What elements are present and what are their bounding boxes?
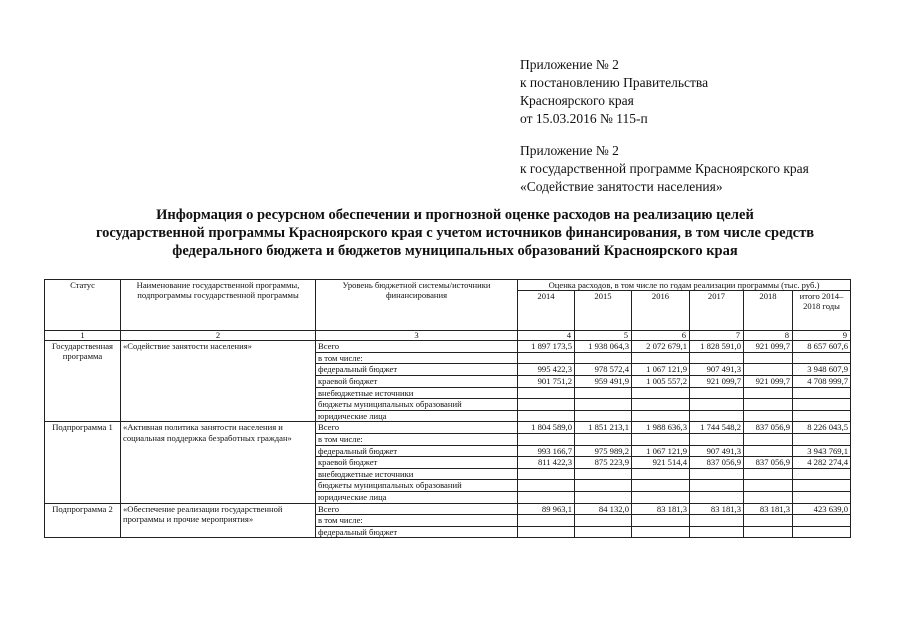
cell-year-value: 89 963,1 <box>518 503 575 515</box>
cell-year-value <box>518 468 575 480</box>
cell-year-value <box>518 399 575 411</box>
cell-year-value: 1 828 591,0 <box>690 341 744 353</box>
cell-year-value <box>690 491 744 503</box>
cell-year-value <box>690 433 744 445</box>
col-index: 5 <box>575 331 632 341</box>
cell-year-value: 921 514,4 <box>632 457 690 469</box>
col-index: 3 <box>316 331 518 341</box>
row-funding-level: бюджеты муниципальных образований <box>316 480 518 492</box>
col-index: 7 <box>690 331 744 341</box>
cell-year-value: 978 572,4 <box>575 364 632 376</box>
row-funding-level: Всего <box>316 341 518 353</box>
row-funding-level: бюджеты муниципальных образований <box>316 399 518 411</box>
cell-year-value <box>744 364 793 376</box>
cell-year-value <box>632 387 690 399</box>
cell-year-value: 83 181,3 <box>632 503 690 515</box>
cell-year-value <box>518 515 575 527</box>
cell-year-value <box>744 468 793 480</box>
cell-year-value: 1 804 589,0 <box>518 422 575 434</box>
row-funding-level: федеральный бюджет <box>316 364 518 376</box>
title-line: государственной программы Красноярского края с учетом источников финансирования, в том числе средств <box>95 225 815 241</box>
col-header-year: 2018 <box>744 291 793 331</box>
row-funding-level: в том числе: <box>316 515 518 527</box>
cell-year-value: 993 166,7 <box>518 445 575 457</box>
cell-year-value: 921 099,7 <box>690 375 744 387</box>
row-program-name: «Обеспечение реализации государственной программы и прочие мероприятия» <box>121 503 316 538</box>
row-status: Подпрограмма 1 <box>45 422 121 503</box>
cell-year-value <box>518 410 575 422</box>
cell-year-value <box>575 515 632 527</box>
col-header-total: итого 2014–2018 годы <box>793 291 851 331</box>
cell-year-value: 83 181,3 <box>744 503 793 515</box>
cell-year-value <box>744 491 793 503</box>
appendix-decree-line: от 15.03.2016 № 115-п <box>520 111 648 126</box>
header-row-1 <box>45 280 851 291</box>
row-status: Государственная программа <box>45 341 121 422</box>
cell-year-value <box>518 480 575 492</box>
cell-year-value: 901 751,2 <box>518 375 575 387</box>
cell-total <box>793 433 851 445</box>
col-index: 2 <box>121 331 316 341</box>
cell-year-value <box>632 399 690 411</box>
row-funding-level: в том числе: <box>316 433 518 445</box>
cell-year-value <box>744 526 793 538</box>
cell-year-value <box>575 480 632 492</box>
cell-year-value: 975 989,2 <box>575 445 632 457</box>
cell-year-value: 837 056,9 <box>744 422 793 434</box>
cell-total <box>793 410 851 422</box>
appendix-program-line: к государственной программе Красноярского края <box>520 161 809 176</box>
cell-total <box>793 352 851 364</box>
col-header-year: 2016 <box>632 291 690 331</box>
cell-year-value <box>575 399 632 411</box>
cell-year-value <box>575 468 632 480</box>
row-funding-level: внебюджетные источники <box>316 387 518 399</box>
cell-year-value: 83 181,3 <box>690 503 744 515</box>
cell-year-value: 1 744 548,2 <box>690 422 744 434</box>
title-line: федерального бюджета и бюджетов муниципальных образований Красноярского края <box>172 243 738 259</box>
cell-year-value <box>632 526 690 538</box>
cell-year-value <box>632 352 690 364</box>
appendix-decree-block <box>520 56 708 128</box>
cell-total <box>793 526 851 538</box>
cell-total <box>793 515 851 527</box>
cell-total: 4 708 999,7 <box>793 375 851 387</box>
col-header-status: Статус <box>45 280 121 331</box>
cell-year-value: 84 132,0 <box>575 503 632 515</box>
cell-year-value <box>632 468 690 480</box>
cell-total <box>793 480 851 492</box>
title-line: Информация о ресурсном обеспечении и прогнозной оценке расходов на реализацию целей <box>156 207 754 223</box>
col-header-year: 2017 <box>690 291 744 331</box>
appendix-decree-line: к постановлению Правительства <box>520 75 709 90</box>
budget-table-body <box>45 341 851 538</box>
row-funding-level: краевой бюджет <box>316 375 518 387</box>
row-funding-level: юридические лица <box>316 491 518 503</box>
cell-year-value <box>744 410 793 422</box>
col-header-year: 2014 <box>518 291 575 331</box>
cell-total: 4 282 274,4 <box>793 457 851 469</box>
cell-total: 3 948 607,9 <box>793 364 851 376</box>
row-funding-level: юридические лица <box>316 410 518 422</box>
col-index: 8 <box>744 331 793 341</box>
cell-year-value <box>690 468 744 480</box>
cell-year-value <box>575 352 632 364</box>
cell-year-value <box>690 352 744 364</box>
appendix-program-block <box>520 142 809 196</box>
row-funding-level: федеральный бюджет <box>316 526 518 538</box>
appendix-program-line: Приложение № 2 <box>520 143 619 158</box>
cell-total <box>793 491 851 503</box>
cell-year-value <box>575 410 632 422</box>
cell-year-value <box>690 526 744 538</box>
cell-year-value <box>632 410 690 422</box>
index-row <box>45 331 851 341</box>
cell-year-value: 921 099,7 <box>744 341 793 353</box>
cell-total <box>793 468 851 480</box>
cell-year-value: 1 938 064,3 <box>575 341 632 353</box>
row-status: Подпрограмма 2 <box>45 503 121 538</box>
document-title <box>40 206 870 260</box>
cell-year-value <box>632 491 690 503</box>
cell-year-value <box>632 433 690 445</box>
cell-year-value: 837 056,9 <box>744 457 793 469</box>
cell-year-value <box>518 491 575 503</box>
row-funding-level: федеральный бюджет <box>316 445 518 457</box>
cell-year-value: 907 491,3 <box>690 364 744 376</box>
cell-total: 423 639,0 <box>793 503 851 515</box>
cell-year-value: 1 851 213,1 <box>575 422 632 434</box>
appendix-decree-line: Приложение № 2 <box>520 57 619 72</box>
cell-year-value: 837 056,9 <box>690 457 744 469</box>
col-header-estimate: Оценка расходов, в том числе по годам реализации программы (тыс. руб.) <box>518 280 851 291</box>
appendix-program-line: «Содействие занятости населения» <box>520 179 723 194</box>
cell-year-value: 1 005 557,2 <box>632 375 690 387</box>
row-funding-level: краевой бюджет <box>316 457 518 469</box>
cell-year-value: 959 491,9 <box>575 375 632 387</box>
cell-year-value: 1 067 121,9 <box>632 364 690 376</box>
cell-year-value <box>518 352 575 364</box>
cell-year-value: 1 897 173,5 <box>518 341 575 353</box>
cell-year-value <box>744 387 793 399</box>
col-index: 6 <box>632 331 690 341</box>
cell-total <box>793 387 851 399</box>
cell-year-value <box>518 526 575 538</box>
row-funding-level: внебюджетные источники <box>316 468 518 480</box>
cell-total: 8 657 607,6 <box>793 341 851 353</box>
cell-year-value <box>690 399 744 411</box>
cell-year-value <box>744 433 793 445</box>
col-index: 9 <box>793 331 851 341</box>
row-program-name: «Содействие занятости населения» <box>121 341 316 422</box>
cell-year-value <box>690 480 744 492</box>
cell-year-value: 1 067 121,9 <box>632 445 690 457</box>
cell-year-value <box>575 491 632 503</box>
cell-year-value: 907 491,3 <box>690 445 744 457</box>
cell-year-value <box>690 410 744 422</box>
col-index: 1 <box>45 331 121 341</box>
cell-year-value <box>518 433 575 445</box>
cell-year-value <box>575 526 632 538</box>
col-index: 4 <box>518 331 575 341</box>
col-header-name: Наименование государственной программы, подпрограммы государственной программы <box>121 280 316 331</box>
cell-total <box>793 399 851 411</box>
cell-year-value: 995 422,3 <box>518 364 575 376</box>
appendix-decree-line: Красноярского края <box>520 93 634 108</box>
table-row <box>45 422 851 434</box>
cell-total: 3 943 769,1 <box>793 445 851 457</box>
cell-year-value <box>744 399 793 411</box>
cell-year-value: 2 072 679,1 <box>632 341 690 353</box>
cell-year-value <box>575 387 632 399</box>
cell-year-value <box>744 480 793 492</box>
budget-table <box>44 279 851 538</box>
cell-year-value <box>744 445 793 457</box>
row-funding-level: Всего <box>316 422 518 434</box>
col-header-level: Уровень бюджетной системы/источники финансирования <box>316 280 518 331</box>
row-funding-level: в том числе: <box>316 352 518 364</box>
cell-year-value <box>744 515 793 527</box>
cell-year-value <box>690 515 744 527</box>
cell-year-value <box>575 433 632 445</box>
cell-year-value: 811 422,3 <box>518 457 575 469</box>
col-header-year: 2015 <box>575 291 632 331</box>
cell-year-value <box>632 480 690 492</box>
cell-year-value <box>632 515 690 527</box>
cell-year-value <box>690 387 744 399</box>
cell-year-value: 875 223,9 <box>575 457 632 469</box>
cell-year-value: 1 988 636,3 <box>632 422 690 434</box>
cell-year-value <box>518 387 575 399</box>
table-row <box>45 341 851 353</box>
cell-year-value: 921 099,7 <box>744 375 793 387</box>
cell-total: 8 226 043,5 <box>793 422 851 434</box>
row-program-name: «Активная политика занятости населения и социальная поддержка безработных граждан» <box>121 422 316 503</box>
table-row <box>45 503 851 515</box>
cell-year-value <box>744 352 793 364</box>
row-funding-level: Всего <box>316 503 518 515</box>
